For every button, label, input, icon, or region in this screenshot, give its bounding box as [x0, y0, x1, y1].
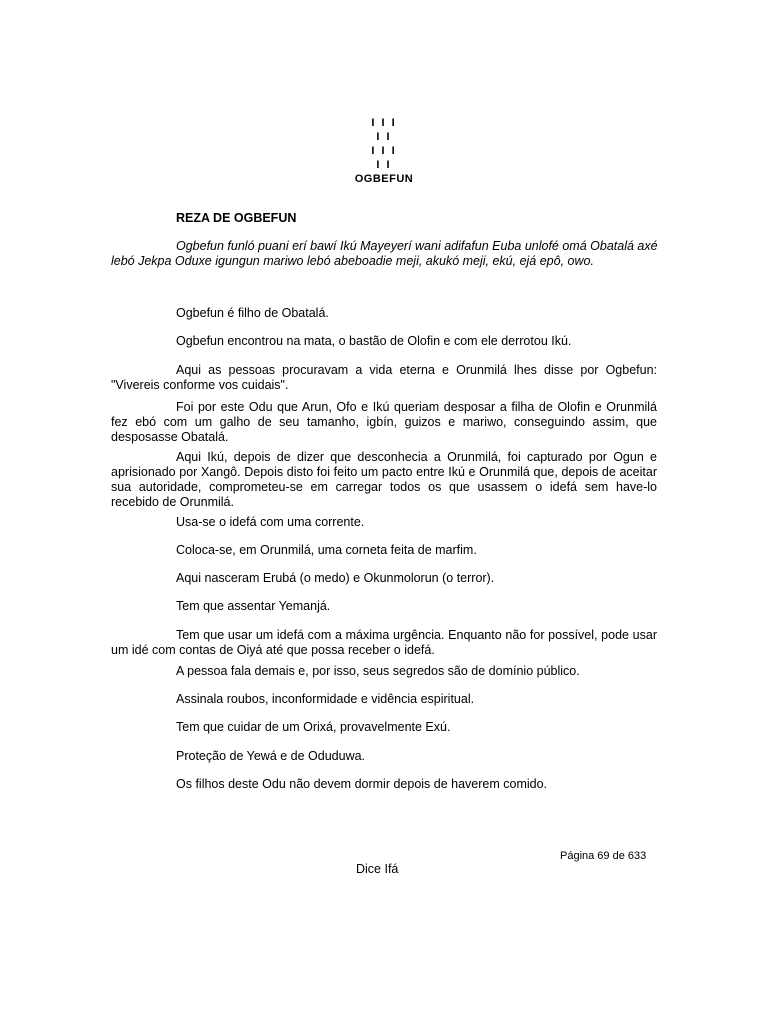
paragraph-15: Os filhos deste Odu não devem dormir depois de haverem comido. — [176, 777, 548, 791]
paragraph-12: Assinala roubos, inconformidade e vidência espiritual. — [176, 692, 475, 706]
paragraph-1: Ogbefun é filho de Obatalá. — [176, 306, 329, 320]
paragraph-5: Aqui Ikú, depois de dizer que desconhecia a Orunmilá, foi capturado por Ogun e aprisionado por Xangô. Depois disto foi feito um pacto entre Ikú e Orunmilá que, depois de aceitar sua autoridade, comprometeu-se em carregar todos os que usassem o idefá sem have-lo recebido de Orunmilá. — [111, 450, 657, 509]
paragraph-11: A pessoa fala demais e, por isso, seus segredos são de domínio público. — [176, 664, 580, 678]
paragraph-3: Aqui as pessoas procuravam a vida eterna e Orunmilá lhes disse por Ogbefun: "Vivereis conforme vos cuidais". — [111, 363, 657, 392]
prayer-body: Ogbefun funló puani erí bawí Ikú Mayeyerí wani adifafun Euba unlofé omá Obatalá axé lebó Jekpa Oduxe igungun mariwo lebó abeboadie meji, akukó meji, ekú, ejá epô, owo. — [111, 239, 658, 268]
sign-line-2: I I — [376, 131, 392, 143]
paragraph-8: Aqui nasceram Erubá (o medo) e Okunmolorun (o terror). — [176, 571, 495, 585]
paragraph-9: Tem que assentar Yemanjá. — [176, 599, 331, 613]
paragraph-7: Coloca-se, em Orunmilá, uma corneta feita de marfim. — [176, 543, 477, 557]
page-number: Página 69 de 633 — [560, 850, 647, 862]
sign-line-3: I I I — [371, 145, 397, 157]
sign-line-4: I I — [376, 159, 392, 171]
book-title: Dice Ifá — [356, 862, 399, 876]
sign-line-1: I I I — [371, 117, 397, 129]
paragraph-10: Tem que usar um idefá com a máxima urgência. Enquanto não for possível, pode usar um idé com contas de Oiyá até que possa receber o idefá. — [111, 628, 657, 657]
odu-sign — [0, 116, 768, 186]
paragraph-14: Proteção de Yewá e de Oduduwa. — [176, 749, 366, 763]
paragraph-4: Foi por este Odu que Arun, Ofo e Ikú queriam desposar a filha de Olofin e Orunmilá fez ebó com um galho de seu tamanho, igbín, guizos e mariwo, conseguindo assim, que desposasse Obatalá. — [111, 400, 657, 444]
prayer-text — [111, 239, 659, 269]
paragraph-6: Usa-se o idefá com uma corrente. — [176, 515, 365, 529]
section-heading: REZA DE OGBEFUN — [176, 211, 297, 225]
paragraph-13: Tem que cuidar de um Orixá, provavelmente Exú. — [176, 720, 451, 734]
odu-name: OGBEFUN — [354, 173, 414, 185]
paragraph-2: Ogbefun encontrou na mata, o bastão de Olofin e com ele derrotou Ikú. — [176, 334, 572, 348]
